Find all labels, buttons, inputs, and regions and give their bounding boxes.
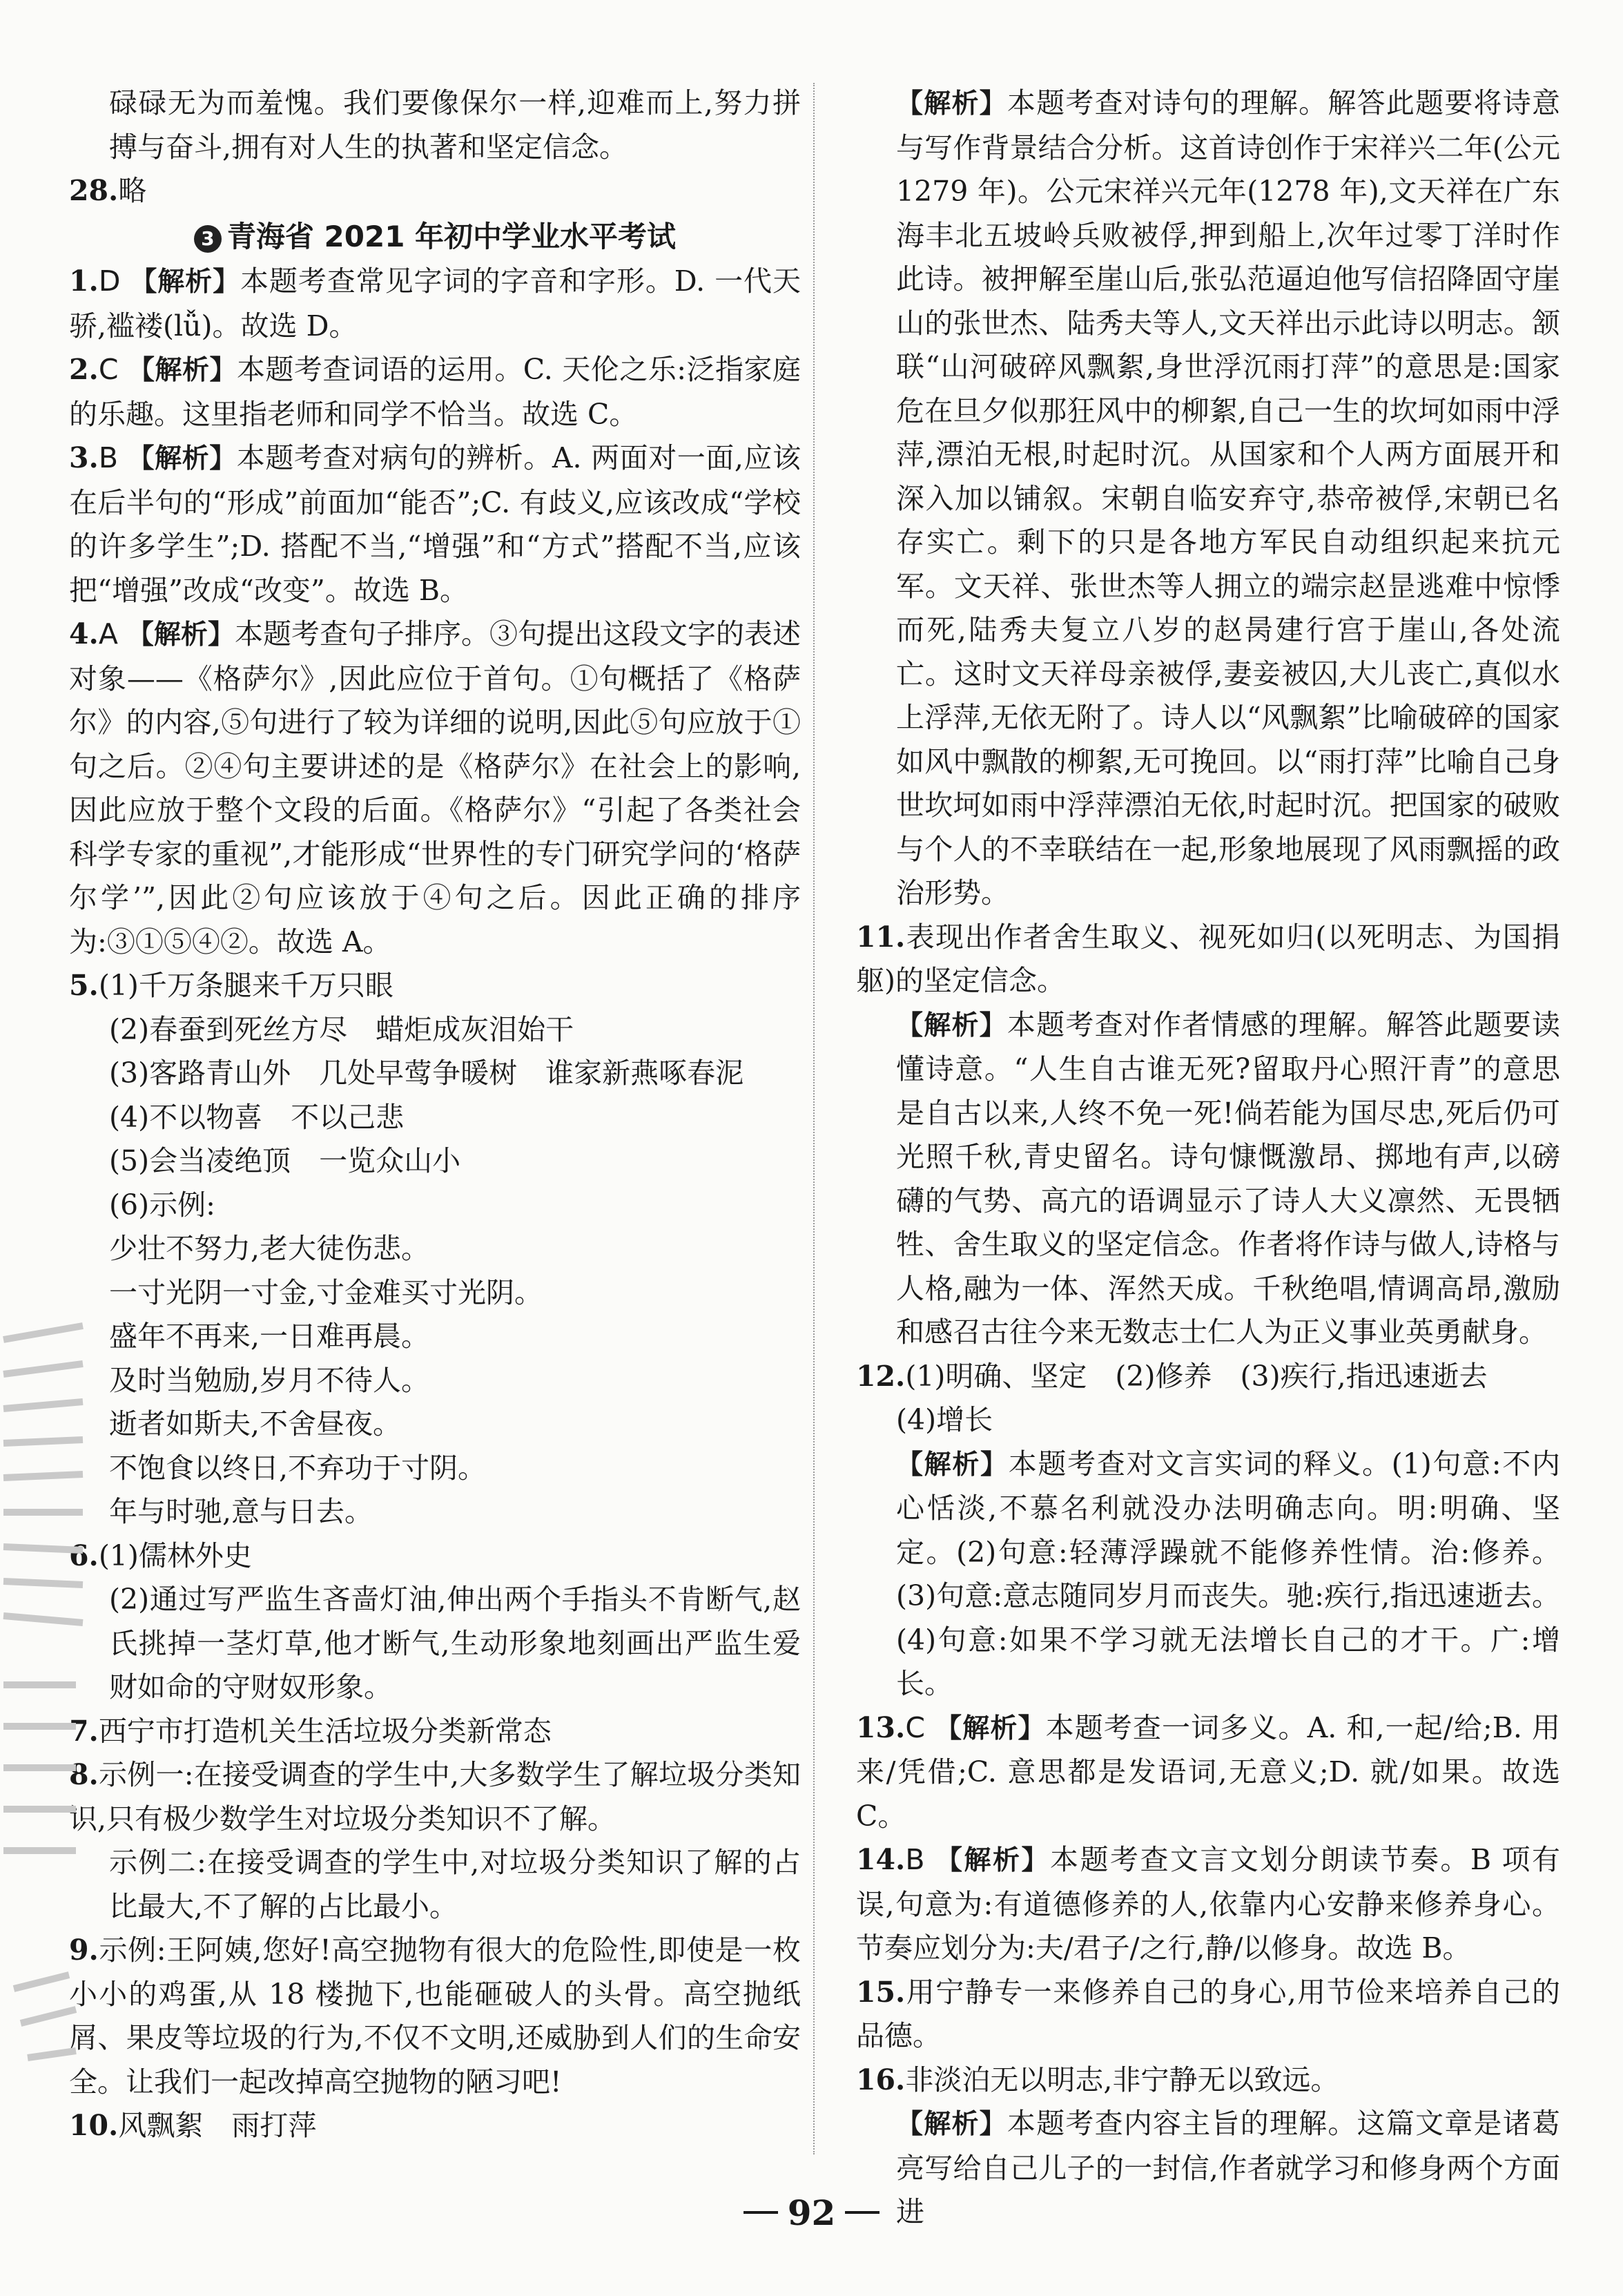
- section-title: [69, 215, 801, 259]
- question-number: 14.: [856, 1843, 906, 1876]
- question-number: 16.: [856, 2063, 906, 2096]
- question-number: 1.: [69, 264, 99, 298]
- text-line: 不饱食以终日,不弃功于寸阴。: [109, 1451, 487, 1485]
- analysis-tag: 【解析】: [127, 355, 237, 386]
- right-column: [856, 81, 1560, 2235]
- answer-choice: C: [905, 1710, 925, 1744]
- question-number: 7.: [69, 1714, 99, 1748]
- analysis-tag: 【解析】: [896, 1010, 1007, 1041]
- text-line: 盛年不再来,一日难再晨。: [109, 1320, 430, 1353]
- column-divider: [813, 83, 815, 2154]
- item-text: 本题考查内容主旨的理解。这篇文章是诸葛亮写给自己儿子的一封信,作者就学习和修身两个方面进: [896, 2107, 1560, 2228]
- analysis-paragraph: [856, 1443, 1560, 1706]
- item-text: 本题考查对病句的辨析。A. 两面对一面,应该在后半句的“形成”前面加“能否”;C. 有歧义,应该改成“学校的许多学生”;D. 搭配不当,“增强”和“方式”搭配不当,应该把“增强”改成“改变”。故选 B。: [69, 441, 801, 607]
- analysis-tag: 【解析】: [935, 1845, 1050, 1876]
- item-text: 示例:王阿姨,您好!高空抛物有很大的危险性,即使是一枚小小的鸡蛋,从 18 楼抛下,也能砸破人的头骨。高空抛纸屑、果皮等垃圾的行为,不仅不文明,还威胁到人们的生命安全。让我们一起改掉高空抛物的陋习吧!: [69, 1933, 801, 2099]
- answer-choice: B: [98, 441, 118, 474]
- answer-item: [69, 612, 801, 964]
- answer-item: [69, 1929, 801, 2104]
- answer-item: [69, 1753, 801, 1841]
- answer-item: [69, 964, 801, 1008]
- section-title-text: 青海省 2021 年初中学业水平考试: [226, 219, 677, 253]
- text-line: 少壮不努力,老大徒伤悲。: [109, 1232, 430, 1265]
- question-number: 12.: [856, 1359, 906, 1393]
- answer-choice: D: [98, 264, 121, 298]
- text-line: (2)春蚕到死丝方尽 蜡炬成灰泪始干: [109, 1012, 574, 1046]
- item-text: 表现出作者舍生取义、视死如归(以死明志、为国捐躯)的坚定信念。: [856, 920, 1560, 997]
- text-line: 年与时驰,意与日去。: [109, 1495, 373, 1528]
- question-number: 10.: [69, 2109, 119, 2142]
- analysis-tag: 【解析】: [126, 619, 235, 650]
- answer-item: [856, 1971, 1560, 2058]
- item-text: 本题考查文言文划分朗读节奏。B 项有误,句意为:有道德修养的人,依靠内心安静来修养身心。节奏应划分为:夫/君子/之行,静/以修身。故选 B。: [856, 1843, 1560, 1965]
- item-text: 本题考查一词多义。A. 和,一起/给;B. 用来/凭借;C. 意思都是发语词,无意义;D. 就/如果。故选 C。: [856, 1710, 1560, 1833]
- question-number: 8.: [69, 1758, 99, 1791]
- text-line: (4)增长: [896, 1403, 993, 1436]
- text-line: (3)客路青山外 几处早莺争暖树 谁家新燕啄春泥: [109, 1057, 744, 1090]
- item-text: 本题考查对文言实词的释义。(1)句意:不内心恬淡,不慕名利就没办法明确志向。明:明确、坚定。(2)句意:轻薄浮躁就不能修养性情。治:修养。(3)句意:意志随同岁月而丧失。驰:疾行,指迅速逝去。(4)句意:如果不学习就无法增长自己的才干。广:增长。: [896, 1447, 1560, 1700]
- answer-item: [69, 1710, 801, 1754]
- text-line: (4)不以物喜 不以己悲: [109, 1100, 405, 1134]
- question-number: 11.: [856, 920, 906, 954]
- footer-dash-right: [845, 2211, 879, 2214]
- text-line: (6)示例:: [109, 1188, 215, 1222]
- item-text: 风飘絮 雨打萍: [118, 2109, 317, 2142]
- item-text: 西宁市打造机关生活垃圾分类新常态: [98, 1714, 552, 1748]
- text-line: 碌碌无为而羞愧。我们要像保尔一样,迎难而上,努力拼搏与奋斗,拥有对人生的执著和坚定信念。: [109, 86, 801, 164]
- question-number: 28.: [69, 174, 119, 207]
- item-text: 本题考查词语的运用。C. 天伦之乐:泛指家庭的乐趣。这里指老师和同学不恰当。故选 C。: [69, 353, 801, 431]
- answer-item: [856, 2058, 1560, 2103]
- answer-choice: C: [98, 353, 119, 386]
- answer-item: [69, 260, 801, 348]
- question-number: 2.: [69, 353, 99, 386]
- question-number: 15.: [856, 1975, 906, 2009]
- item-text: 略: [118, 174, 147, 207]
- text-line: (5)会当凌绝顶 一览众山小: [109, 1144, 461, 1177]
- answer-choice: B: [905, 1843, 925, 1876]
- text-line: (2)通过写严监生吝啬灯油,伸出两个手指头不肯断气,赵氏挑掉一茎灯草,他才断气,生动形象地刻画出严监生爱财如命的守财奴形象。: [109, 1583, 801, 1704]
- item-text: 非淡泊无以明志,非宁静无以致远。: [905, 2063, 1339, 2096]
- analysis-tag: 【解析】: [896, 2109, 1007, 2140]
- analysis-paragraph: [856, 81, 1560, 916]
- analysis-tag: 【解析】: [127, 443, 237, 474]
- question-number: 5.: [69, 969, 99, 1002]
- answer-item: [856, 1838, 1560, 1971]
- section-number-badge: 3: [194, 225, 222, 253]
- left-column: [69, 81, 801, 2148]
- answer-item: [69, 169, 801, 213]
- text-line: 示例二:在接受调查的学生中,对垃圾分类知识了解的占比最大,不了解的占比最小。: [109, 1846, 801, 1923]
- item-text: (1)儒林外史: [98, 1538, 252, 1572]
- question-number: 4.: [69, 617, 99, 650]
- footer-dash-left: [744, 2211, 778, 2214]
- question-number: 3.: [69, 441, 99, 474]
- item-text: 本题考查对作者情感的理解。解答此题要读懂诗意。“人生自古谁无死?留取丹心照汗青”的意思是自古以来,人终不免一死!倘若能为国尽忠,死后仍可光照千秋,青史留名。诗句慷慨激昂、掷地有声,以磅礴的气势、高亢的语调显示了诗人大义凛然、无畏牺牲、舍生取义的坚定信念。作者将作诗与做人,诗格与人格,融为一体、浑然天成。千秋绝唱,情调高昂,激励和感召古往今来无数志士仁人为正义事业英勇献身。: [896, 1007, 1560, 1349]
- item-text: (1)明确、坚定 (2)修养 (3)疾行,指迅速逝去: [905, 1359, 1488, 1393]
- analysis-tag: 【解析】: [896, 1449, 1009, 1480]
- answer-item: [69, 2104, 801, 2148]
- answer-item: [856, 916, 1560, 1003]
- item-text: 本题考查句子排序。③句提出这段文字的表述对象——《格萨尔》,因此应位于首句。①句概括了《格萨尔》的内容,⑤句进行了较为详细的说明,因此⑤句应放于①句之后。②④句主要讲述的是《格萨尔》在社会上的影响,因此应放于整个文段的后面。《格萨尔》“引起了各类社会科学专家的重视”,才能形成“世界性的专门研究学问的‘格萨尔学’”,因此②句应该放于④句之后。因此正确的排序为:③①⑤④②。故选 A。: [69, 617, 801, 958]
- analysis-tag: 【解析】: [935, 1713, 1046, 1744]
- item-text: 本题考查常见字词的字音和字形。D. 一代天骄,褴褛(lǚ)。故选 D。: [69, 264, 801, 343]
- analysis-tag: 【解析】: [130, 267, 241, 298]
- text-line: 及时当勉励,岁月不待人。: [109, 1363, 430, 1397]
- item-text: 本题考查对诗句的理解。解答此题要将诗意与写作背景结合分析。这首诗创作于宋祥兴二年(公元1279 年)。公元宋祥兴元年(1278 年),文天祥在广东海丰北五坡岭兵败被俘,押到船上,次年过零丁洋时作此诗。被押解至崖山后,张弘范逼迫他写信招降固守崖山的张世杰、陆秀夫等人,文天祥出示此诗以明志。颔联“山河破碎风飘絮,身世浮沉雨打萍”的意思是:国家危在旦夕似那狂风中的柳絮,自己一生的坎坷如雨中浮萍,漂泊无根,时起时沉。从国家和个人两方面展开和深入加以铺叙。宋朝自临安弃守,恭帝被俘,宋朝已名存实亡。剩下的只是各地方军民自动组织起来抗元军。文天祥、张世杰等人拥立的端宗赵昰逃难中惊悸而死,陆秀夫复立八岁的赵昺建行宫于崖山,各处流亡。这时文天祥母亲被俘,妻妾被囚,大儿丧亡,真似水上浮萍,无依无附了。诗人以“风飘絮”比喻破碎的国家如风中飘散的柳絮,无可挽回。以“雨打萍”比喻自己身世坎坷如雨中浮萍漂泊无依,时起时沉。把国家的破败与个人的不幸联结在一起,形象地展现了风雨飘摇的政治形势。: [896, 86, 1560, 909]
- answer-item: [856, 1706, 1560, 1839]
- answer-item: [69, 1534, 801, 1579]
- page-footer: [0, 2192, 1623, 2233]
- answer-item: [69, 436, 801, 612]
- text-line: 一寸光阴一寸金,寸金难买寸光阴。: [109, 1275, 543, 1309]
- question-number: 6.: [69, 1538, 99, 1572]
- answer-item: [69, 348, 801, 436]
- text-line: 逝者如斯夫,不舍昼夜。: [109, 1407, 402, 1440]
- question-number: 9.: [69, 1933, 99, 1967]
- answer-item: [856, 1355, 1560, 1399]
- analysis-paragraph: [856, 1003, 1560, 1355]
- answer-choice: A: [98, 617, 118, 650]
- item-text: 示例一:在接受调查的学生中,大多数学生了解垃圾分类知识,只有极少数学生对垃圾分类知识不了解。: [69, 1758, 801, 1835]
- analysis-tag: 【解析】: [896, 88, 1007, 119]
- item-text: (1)千万条腿来千万只眼: [98, 969, 393, 1002]
- question-number: 13.: [856, 1710, 906, 1744]
- page-number: 92: [787, 2192, 836, 2233]
- item-text: 用宁静专一来修养自己的身心,用节俭来培养自己的品德。: [856, 1975, 1560, 2052]
